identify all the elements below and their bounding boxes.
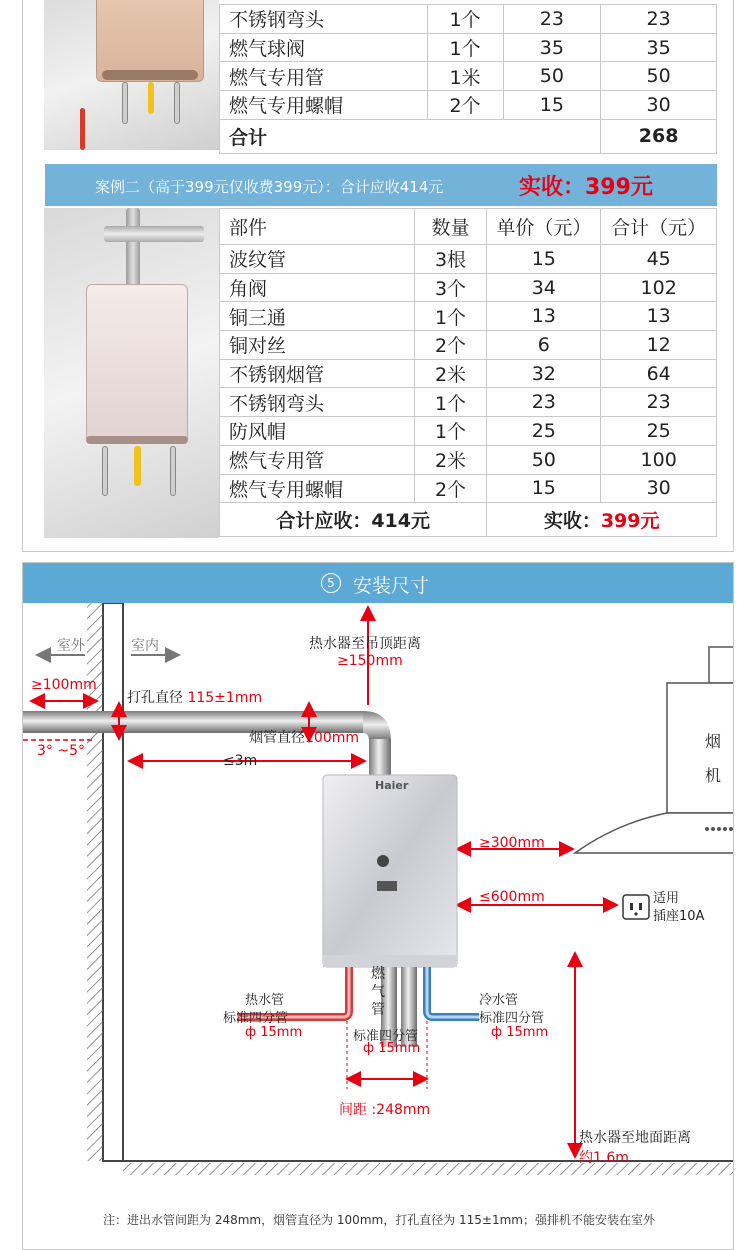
table-row bbox=[220, 5, 717, 34]
sum-receivable bbox=[220, 503, 487, 537]
part-cell: 铜三通 bbox=[220, 302, 415, 331]
floor bbox=[123, 1161, 734, 1175]
total-cell: 35 bbox=[601, 33, 717, 62]
table-row bbox=[220, 273, 717, 302]
sum-row bbox=[220, 503, 717, 537]
ceiling-distance-label: 热水器至吊顶距离 bbox=[309, 636, 421, 652]
sum-row bbox=[220, 119, 717, 153]
table-header-row bbox=[220, 209, 717, 245]
floor-distance-value: 约1.6m bbox=[579, 1150, 629, 1166]
sum-paid bbox=[487, 503, 717, 537]
unit-price-cell: 15 bbox=[503, 91, 601, 120]
qty-cell: 1个 bbox=[414, 388, 487, 417]
unit-price-cell: 25 bbox=[487, 417, 601, 446]
gas-pipe-label: 燃气管 bbox=[371, 966, 385, 1018]
total-cell: 100 bbox=[601, 445, 717, 474]
qty-cell: 1个 bbox=[414, 302, 487, 331]
case2-install-photo bbox=[44, 208, 219, 538]
outside-length-value: ≥100mm bbox=[31, 677, 97, 693]
hole-diameter-label bbox=[127, 687, 262, 707]
total-cell: 13 bbox=[601, 302, 717, 331]
flue-diameter-value: 100mm bbox=[305, 730, 359, 746]
hole-diameter-text: 打孔直径 bbox=[127, 690, 183, 706]
pipe-spacing-value: 间距 :248mm bbox=[339, 1102, 431, 1118]
ceiling-distance-value: ≥150mm bbox=[337, 653, 403, 669]
sum-receivable-value: 414元 bbox=[371, 510, 430, 533]
part-cell: 波纹管 bbox=[220, 245, 415, 274]
case2-banner-paid: 实收：399元 bbox=[519, 175, 653, 200]
case2-banner bbox=[45, 164, 717, 206]
part-cell: 不锈钢烟管 bbox=[220, 359, 415, 388]
part-cell: 燃气专用管 bbox=[220, 445, 415, 474]
total-cell: 50 bbox=[601, 62, 717, 91]
table-row bbox=[220, 417, 717, 446]
total-cell: 30 bbox=[601, 474, 717, 503]
socket-label-2: 插座10A bbox=[653, 909, 705, 924]
table-row bbox=[220, 359, 717, 388]
total-cell: 64 bbox=[601, 359, 717, 388]
case1-price-table bbox=[219, 4, 717, 154]
qty-cell: 2个 bbox=[414, 474, 487, 503]
gas-pipe-diameter: ф 15mm bbox=[363, 1041, 421, 1056]
unit-price-cell: 35 bbox=[503, 33, 601, 62]
total-cell: 30 bbox=[601, 91, 717, 120]
table-row bbox=[220, 62, 717, 91]
indoor-label: 室内 bbox=[131, 638, 159, 654]
hood-distance-value: ≥300mm bbox=[479, 835, 545, 851]
gas-pipe-standard: 标准四分管 bbox=[353, 1029, 419, 1044]
unit-price-cell: 23 bbox=[503, 5, 601, 34]
total-cell: 102 bbox=[601, 273, 717, 302]
water-heater bbox=[323, 775, 457, 967]
floor-distance-label: 热水器至地面距离 bbox=[579, 1130, 691, 1146]
socket-distance-value: ≤600mm bbox=[479, 889, 545, 905]
qty-cell: 1个 bbox=[414, 417, 487, 446]
unit-price-cell: 50 bbox=[487, 445, 601, 474]
total-cell: 12 bbox=[601, 331, 717, 360]
qty-cell: 3根 bbox=[414, 245, 487, 274]
slope-value: 3° ~5° bbox=[37, 743, 85, 759]
total-cell: 23 bbox=[601, 388, 717, 417]
table-row bbox=[220, 445, 717, 474]
case2-banner-text: 案例二（高于399元仅收费399元）：合计应收414元 bbox=[95, 178, 444, 196]
header-unit-price: 单价（元） bbox=[487, 209, 601, 245]
unit-price-cell: 15 bbox=[487, 474, 601, 503]
part-cell: 燃气专用螺帽 bbox=[220, 91, 428, 120]
part-cell: 燃气专用管 bbox=[220, 62, 428, 91]
flue-diameter-label bbox=[249, 727, 359, 747]
qty-cell: 2米 bbox=[414, 445, 487, 474]
hot-pipe-diameter: ф 15mm bbox=[245, 1025, 303, 1040]
sum-label: 合计 bbox=[220, 119, 601, 153]
case2-price-table bbox=[219, 208, 717, 537]
part-cell: 燃气球阀 bbox=[220, 33, 428, 62]
sum-receivable-label: 合计应收： bbox=[276, 510, 372, 533]
qty-cell: 1个 bbox=[427, 33, 503, 62]
header-part: 部件 bbox=[220, 209, 415, 245]
table-row bbox=[220, 245, 717, 274]
part-cell: 不锈钢弯头 bbox=[220, 388, 415, 417]
hood-label-char-1: 烟 bbox=[705, 732, 722, 751]
qty-cell: 3个 bbox=[414, 273, 487, 302]
part-cell: 不锈钢弯头 bbox=[220, 5, 428, 34]
hole-diameter-value: 115±1mm bbox=[187, 690, 263, 706]
qty-cell: 1个 bbox=[427, 5, 503, 34]
section-title: 安装尺寸 bbox=[353, 575, 430, 597]
hot-pipe-label: 热水管 bbox=[245, 993, 285, 1008]
outdoor-label: 室外 bbox=[57, 638, 85, 654]
sum-paid-value: 399元 bbox=[600, 510, 660, 533]
part-cell: 燃气专用螺帽 bbox=[220, 474, 415, 503]
hot-pipe-standard: 标准四分管 bbox=[223, 1011, 289, 1026]
unit-price-cell: 15 bbox=[487, 245, 601, 274]
part-cell: 铜对丝 bbox=[220, 331, 415, 360]
unit-price-cell: 34 bbox=[487, 273, 601, 302]
unit-price-cell: 23 bbox=[487, 388, 601, 417]
sum-paid-label: 实收： bbox=[543, 510, 601, 533]
section-header bbox=[23, 563, 734, 603]
total-cell: 25 bbox=[601, 417, 717, 446]
header-total: 合计（元） bbox=[601, 209, 717, 245]
socket-label-1: 适用 bbox=[653, 891, 680, 906]
flue-length-value: ≤3m bbox=[223, 753, 258, 769]
case1-install-photo bbox=[44, 0, 219, 150]
sum-value: 268 bbox=[601, 119, 717, 153]
cold-pipe-label: 冷水管 bbox=[479, 993, 519, 1008]
table-row bbox=[220, 474, 717, 503]
table-row bbox=[220, 91, 717, 120]
brand-logo: Haier bbox=[375, 779, 409, 792]
unit-price-cell: 50 bbox=[503, 62, 601, 91]
table-row bbox=[220, 33, 717, 62]
total-cell: 23 bbox=[601, 5, 717, 34]
flue-diameter-text: 烟管直径 bbox=[249, 730, 305, 746]
table-row bbox=[220, 388, 717, 417]
unit-price-cell: 6 bbox=[487, 331, 601, 360]
total-cell: 45 bbox=[601, 245, 717, 274]
price-cases-panel bbox=[22, 0, 734, 552]
table-row bbox=[220, 302, 717, 331]
part-cell: 角阀 bbox=[220, 273, 415, 302]
qty-cell: 2米 bbox=[414, 359, 487, 388]
socket-icon bbox=[623, 895, 649, 919]
unit-price-cell: 32 bbox=[487, 359, 601, 388]
installation-note: 注：进出水管间距为 248mm，烟管直径为 100mm，打孔直径为 115±1mm；强排机不能安装在室外 bbox=[103, 1213, 655, 1227]
header-qty: 数量 bbox=[414, 209, 487, 245]
qty-cell: 2个 bbox=[414, 331, 487, 360]
part-cell: 防风帽 bbox=[220, 417, 415, 446]
section-number-badge: 5 bbox=[321, 573, 341, 593]
qty-cell: 1米 bbox=[427, 62, 503, 91]
installation-dimensions-section bbox=[22, 562, 734, 1250]
table-row bbox=[220, 331, 717, 360]
cold-pipe-diameter: ф 15mm bbox=[491, 1025, 549, 1040]
cold-pipe-standard: 标准四分管 bbox=[479, 1011, 545, 1026]
qty-cell: 2个 bbox=[427, 91, 503, 120]
hood-label-char-2: 机 bbox=[705, 766, 722, 785]
unit-price-cell: 13 bbox=[487, 302, 601, 331]
